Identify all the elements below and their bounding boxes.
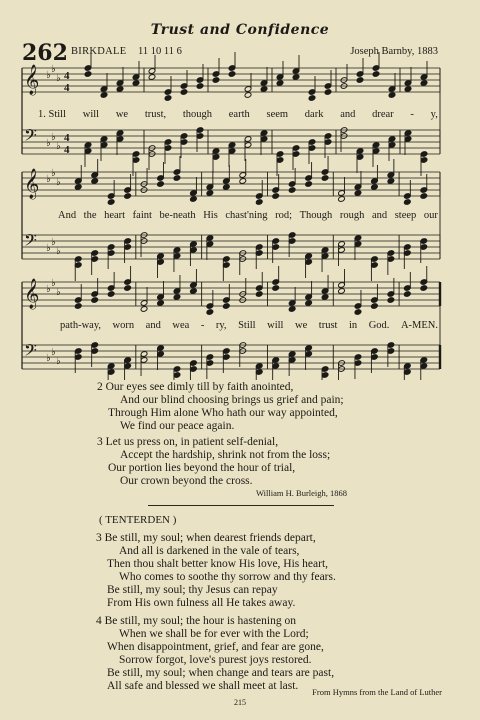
lyric-syllable: though [182,109,213,120]
alternate-tune: ( TENTERDEN ) [99,514,177,526]
flat-icon: ♭ [51,278,56,289]
flat-icon: ♭ [46,353,51,364]
note-head [260,86,268,93]
note-head [244,92,252,99]
time-signature: 4 [64,82,70,94]
lyrics-system-1 [38,109,438,120]
verse-line: Who comes to soothe thy sorrow and thy fears. [119,571,336,583]
verse-line: 3 Let us press on, in patient self-denial, [97,436,279,448]
note-head [124,193,132,200]
time-signature: 4 [64,144,70,156]
treble-clef-icon: 𝄞 [24,279,40,309]
lyric-syllable: worn [112,320,135,331]
note-head [223,303,231,310]
note-head [292,74,300,81]
time-signature: 4 [64,132,70,144]
verse-line: From His own fulness all He takes away. [107,597,296,609]
hymn-number: 262 [22,40,68,66]
note-head [255,291,263,298]
bass-clef-icon: 𝄢 [24,125,37,149]
note-head [308,95,316,102]
lyric-syllable: steep [394,210,417,221]
verse-line: Our crown beyond the cross. [120,475,253,487]
note-head [356,77,364,84]
flat-icon: ♭ [56,141,61,152]
note-head [420,193,428,200]
tune-name: BIRKDALE [71,46,127,57]
flat-icon: ♭ [46,138,51,149]
lyric-syllable: and [340,109,356,120]
composer: Joseph Barnby, 1883 [350,46,438,57]
note-head [91,297,99,304]
note-head [404,86,412,93]
verse-line: 4 Be still, my soul; the hour is hastening on [96,615,296,627]
note-head [354,309,362,316]
note-head [404,291,412,298]
note-head [164,95,172,102]
flat-icon: ♭ [51,168,56,179]
note-head [132,80,140,87]
note-head [338,288,346,295]
note-head [305,181,313,188]
flat-icon: ♭ [56,73,61,84]
lyric-syllable: faint [132,210,152,221]
flat-icon: ♭ [56,356,61,367]
lyric-syllable: we [295,320,308,331]
note-head [338,196,346,203]
flat-icon: ♭ [46,243,51,254]
note-head [140,306,148,313]
note-head [388,92,396,99]
note-head [321,175,329,182]
lyric-syllable: wea [172,320,190,331]
note-head [206,309,214,316]
lyric-syllable: And [58,210,77,221]
note-head [212,77,220,84]
lyric-syllable: y, [430,109,438,120]
verse-line: And our blind choosing brings us grief and pain; [120,394,344,406]
note-head [116,86,124,93]
lyric-syllable: trust, [144,109,167,120]
note-head [173,175,181,182]
note-head [157,300,165,307]
lyric-syllable: seem [266,109,289,120]
flat-icon: ♭ [46,70,51,81]
treble-clef-icon: 𝄞 [24,169,40,199]
lyric-syllable: Still [238,320,256,331]
note-head [74,184,82,191]
note-head [107,199,115,206]
note-head [196,83,204,90]
time-signature: 4 [64,70,70,82]
note-head [255,199,263,206]
note-head [387,297,395,304]
note-head [100,92,108,99]
bass-clef-icon: 𝄢 [24,230,37,254]
lyric-syllable: heart [104,210,126,221]
note-head [173,294,181,301]
note-head [372,71,380,78]
note-head [223,184,231,191]
note-head [157,181,165,188]
lyric-syllable: we [115,109,129,120]
note-head [107,291,115,298]
lyric-syllable: chast'ning [225,210,268,221]
page-number: 215 [234,698,246,707]
note-head [288,187,296,194]
lyric-syllable: trust [318,320,338,331]
note-head [239,178,247,185]
note-head [354,190,362,197]
lyric-syllable: will [82,109,100,120]
lyric-syllable: rough [339,210,365,221]
flat-icon: ♭ [46,284,51,295]
flat-icon: ♭ [56,177,61,188]
note-head [420,285,428,292]
verse-line: Accept the hardship, shrink not from the loss; [120,449,331,461]
flat-icon: ♭ [56,246,61,257]
note-head [272,193,280,200]
verse-line: Be still, my soul; when change and tears are past, [107,667,335,679]
lyric-syllable: our [423,210,438,221]
lyric-syllable: be-neath [159,210,196,221]
note-head [324,89,332,96]
lyric-syllable: will [267,320,284,331]
lyric-syllable: - [410,109,414,120]
meter: 11 10 11 6 [138,46,182,57]
lyric-syllable: rod; [275,210,293,221]
verse-line: Our portion lies beyond the hour of trial, [108,462,296,474]
flat-icon: ♭ [51,64,56,75]
note-head [180,89,188,96]
note-head [387,178,395,185]
lyric-syllable: path-way, [60,320,102,331]
note-head [321,294,329,301]
lyric-syllable: in [348,320,358,331]
flat-icon: ♭ [56,287,61,298]
lyric-syllable: dark [304,109,324,120]
verse-line: We find our peace again. [120,420,235,432]
flat-icon: ♭ [51,237,56,248]
source-credit: From Hymns from the Land of Luther [312,687,442,697]
flat-icon: ♭ [46,174,51,185]
verse-line: And all is darkened in the vale of tears, [119,545,300,557]
note-head [272,285,280,292]
lyric-syllable: ry, [215,320,227,331]
treble-clef-icon: 𝄞 [24,65,40,95]
divider [148,505,334,506]
note-head [288,306,296,313]
note-head [276,80,284,87]
note-head [420,80,428,87]
lyrics-system-3 [60,320,438,331]
verse-line: When we shall be for ever with the Lord; [119,628,309,640]
note-head [305,300,313,307]
lyric-syllable: Though [299,210,333,221]
note-head [228,71,236,78]
note-head [371,184,379,191]
lyric-syllable: - [200,320,205,331]
verse-line: Then thou shalt better know His love, His heart, [107,558,329,570]
section-title: Trust and Confidence [150,22,330,38]
note-head [84,71,92,78]
note-head [124,285,132,292]
verse-line: When disappointment, grief, and fear are gone, [107,641,324,653]
lyric-syllable: 1. Still [38,109,67,120]
verse-line: 2 Our eyes see dimly till by faith anointed, [97,381,294,393]
author-attribution: William H. Burleigh, 1868 [256,488,348,498]
verse-line: Sorrow forgot, love's purest joys restored. [119,654,312,666]
flat-icon: ♭ [51,347,56,358]
verse-line: All safe and blessed we shall meet at last. [107,680,299,692]
note-head [206,190,214,197]
lyric-syllable: and [145,320,161,331]
lyric-syllable: A-MEN. [400,320,438,331]
note-head [190,196,198,203]
lyric-syllable: God. [368,320,390,331]
flat-icon: ♭ [51,132,56,143]
verse-line: Through Him alone Who hath our way appointed, [108,407,338,419]
note-head [148,74,156,81]
note-head [91,178,99,185]
lyrics-system-2 [58,210,438,221]
lyric-syllable: His [203,210,218,221]
lyric-syllable: the [83,210,97,221]
verse-line: 3 Be still, my soul; when dearest friends depart, [96,532,316,544]
lyric-syllable: and [371,210,388,221]
verse-line: Be still, my soul; thy Jesus can repay [107,584,278,596]
note-head [371,303,379,310]
note-head [74,303,82,310]
lyric-syllable: earth [228,109,250,120]
bass-clef-icon: 𝄢 [24,340,37,364]
lyric-syllable: drear [372,109,394,120]
note-head [404,199,412,206]
note-head [190,288,198,295]
